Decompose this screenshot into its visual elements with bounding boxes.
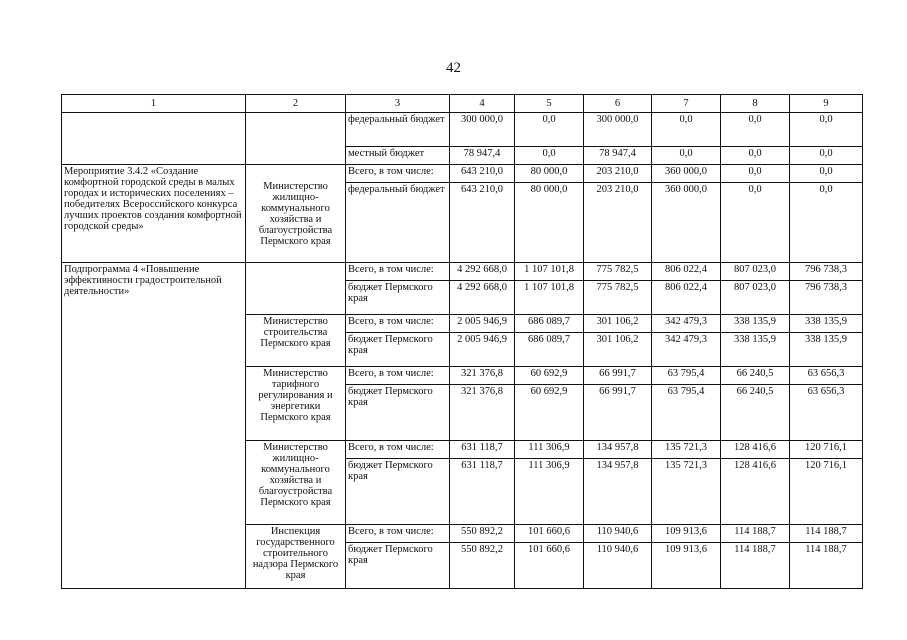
value-cell: 342 479,3 [652, 333, 721, 367]
value-cell: 301 106,2 [584, 315, 652, 333]
funding-source-cell: федеральный бюджет [346, 113, 450, 147]
funding-source-cell: федеральный бюджет [346, 183, 450, 263]
responsible-cell: Министерство строительства Пермского края [246, 315, 346, 367]
value-cell: 806 022,4 [652, 281, 721, 315]
column-header: 9 [790, 95, 863, 113]
value-cell: 360 000,0 [652, 183, 721, 263]
value-cell: 60 692,9 [515, 385, 584, 441]
column-header: 7 [652, 95, 721, 113]
value-cell: 321 376,8 [450, 367, 515, 385]
value-cell: 0,0 [721, 183, 790, 263]
value-cell: 4 292 668,0 [450, 263, 515, 281]
budget-table [61, 94, 863, 589]
table-row [62, 263, 863, 281]
value-cell: 80 000,0 [515, 165, 584, 183]
value-cell: 128 416,6 [721, 441, 790, 459]
event-cell: Мероприятие 3.4.2 «Создание комфортной городской среды в малых городах и исторических поселениях – победителях Всероссийского конкурса лучших проектов создания комфортной городской среды» [62, 165, 246, 263]
value-cell: 0,0 [652, 147, 721, 165]
value-cell: 686 089,7 [515, 333, 584, 367]
value-cell: 66 991,7 [584, 385, 652, 441]
column-header: 1 [62, 95, 246, 113]
funding-source-cell: Всего, в том числе: [346, 165, 450, 183]
column-header: 6 [584, 95, 652, 113]
value-cell: 300 000,0 [450, 113, 515, 147]
value-cell: 338 135,9 [721, 333, 790, 367]
table-row [62, 165, 863, 183]
value-cell: 643 210,0 [450, 165, 515, 183]
value-cell: 203 210,0 [584, 165, 652, 183]
value-cell: 2 005 946,9 [450, 333, 515, 367]
value-cell: 643 210,0 [450, 183, 515, 263]
value-cell: 2 005 946,9 [450, 315, 515, 333]
value-cell: 110 940,6 [584, 543, 652, 589]
value-cell: 360 000,0 [652, 165, 721, 183]
funding-source-cell: местный бюджет [346, 147, 450, 165]
table-row [62, 113, 863, 147]
value-cell: 686 089,7 [515, 315, 584, 333]
value-cell: 0,0 [790, 183, 863, 263]
value-cell: 4 292 668,0 [450, 281, 515, 315]
funding-source-cell: бюджет Пермского края [346, 333, 450, 367]
value-cell: 1 107 101,8 [515, 281, 584, 315]
value-cell: 60 692,9 [515, 367, 584, 385]
value-cell: 66 240,5 [721, 385, 790, 441]
value-cell: 807 023,0 [721, 263, 790, 281]
funding-source-cell: бюджет Пермского края [346, 385, 450, 441]
funding-source-cell: бюджет Пермского края [346, 281, 450, 315]
funding-source-cell: бюджет Пермского края [346, 543, 450, 589]
value-cell: 101 660,6 [515, 525, 584, 543]
value-cell: 807 023,0 [721, 281, 790, 315]
value-cell: 101 660,6 [515, 543, 584, 589]
value-cell: 114 188,7 [721, 525, 790, 543]
value-cell: 550 892,2 [450, 525, 515, 543]
funding-source-cell: Всего, в том числе: [346, 315, 450, 333]
value-cell: 796 738,3 [790, 281, 863, 315]
funding-source-cell: бюджет Пермского края [346, 459, 450, 525]
value-cell: 110 940,6 [584, 525, 652, 543]
value-cell: 66 240,5 [721, 367, 790, 385]
value-cell: 134 957,8 [584, 459, 652, 525]
value-cell: 338 135,9 [790, 333, 863, 367]
responsible-cell: Инспекция государственного строительного надзора Пермского края [246, 525, 346, 589]
value-cell: 775 782,5 [584, 281, 652, 315]
responsible-cell: Министерство жилищно-коммунального хозяйства и благоустройства Пермского края [246, 441, 346, 525]
value-cell: 0,0 [790, 147, 863, 165]
value-cell: 135 721,3 [652, 459, 721, 525]
page-number: 42 [446, 60, 461, 76]
value-cell: 775 782,5 [584, 263, 652, 281]
header-row [62, 95, 863, 113]
value-cell: 1 107 101,8 [515, 263, 584, 281]
value-cell: 338 135,9 [721, 315, 790, 333]
value-cell: 114 188,7 [721, 543, 790, 589]
value-cell: 63 795,4 [652, 367, 721, 385]
value-cell: 0,0 [790, 113, 863, 147]
value-cell: 0,0 [515, 113, 584, 147]
value-cell: 631 118,7 [450, 459, 515, 525]
value-cell: 300 000,0 [584, 113, 652, 147]
value-cell: 0,0 [721, 113, 790, 147]
value-cell: 111 306,9 [515, 459, 584, 525]
value-cell: 63 656,3 [790, 367, 863, 385]
responsible-cell: Министерство жилищно-коммунального хозяйства и благоустройства Пермского края [246, 165, 346, 263]
event-cell [62, 113, 246, 165]
value-cell: 806 022,4 [652, 263, 721, 281]
value-cell: 0,0 [652, 113, 721, 147]
column-header: 8 [721, 95, 790, 113]
value-cell: 0,0 [721, 165, 790, 183]
value-cell: 78 947,4 [584, 147, 652, 165]
value-cell: 631 118,7 [450, 441, 515, 459]
value-cell: 66 991,7 [584, 367, 652, 385]
value-cell: 338 135,9 [790, 315, 863, 333]
value-cell: 120 716,1 [790, 459, 863, 525]
funding-source-cell: Всего, в том числе: [346, 441, 450, 459]
value-cell: 0,0 [790, 165, 863, 183]
column-header: 2 [246, 95, 346, 113]
value-cell: 0,0 [721, 147, 790, 165]
responsible-cell [246, 263, 346, 315]
column-header: 4 [450, 95, 515, 113]
value-cell: 111 306,9 [515, 441, 584, 459]
value-cell: 342 479,3 [652, 315, 721, 333]
funding-source-cell: Всего, в том числе: [346, 525, 450, 543]
value-cell: 78 947,4 [450, 147, 515, 165]
value-cell: 321 376,8 [450, 385, 515, 441]
column-header: 5 [515, 95, 584, 113]
value-cell: 0,0 [515, 147, 584, 165]
funding-source-cell: Всего, в том числе: [346, 263, 450, 281]
funding-source-cell: Всего, в том числе: [346, 367, 450, 385]
event-cell: Подпрограмма 4 «Повышение эффективности градостроительной деятельности» [62, 263, 246, 589]
value-cell: 80 000,0 [515, 183, 584, 263]
value-cell: 135 721,3 [652, 441, 721, 459]
value-cell: 128 416,6 [721, 459, 790, 525]
value-cell: 114 188,7 [790, 525, 863, 543]
value-cell: 63 656,3 [790, 385, 863, 441]
value-cell: 109 913,6 [652, 543, 721, 589]
value-cell: 114 188,7 [790, 543, 863, 589]
value-cell: 550 892,2 [450, 543, 515, 589]
responsible-cell [246, 113, 346, 165]
value-cell: 109 913,6 [652, 525, 721, 543]
responsible-cell: Министерство тарифного регулирования и энергетики Пермского края [246, 367, 346, 441]
value-cell: 120 716,1 [790, 441, 863, 459]
column-header: 3 [346, 95, 450, 113]
value-cell: 203 210,0 [584, 183, 652, 263]
value-cell: 796 738,3 [790, 263, 863, 281]
value-cell: 301 106,2 [584, 333, 652, 367]
value-cell: 63 795,4 [652, 385, 721, 441]
value-cell: 134 957,8 [584, 441, 652, 459]
